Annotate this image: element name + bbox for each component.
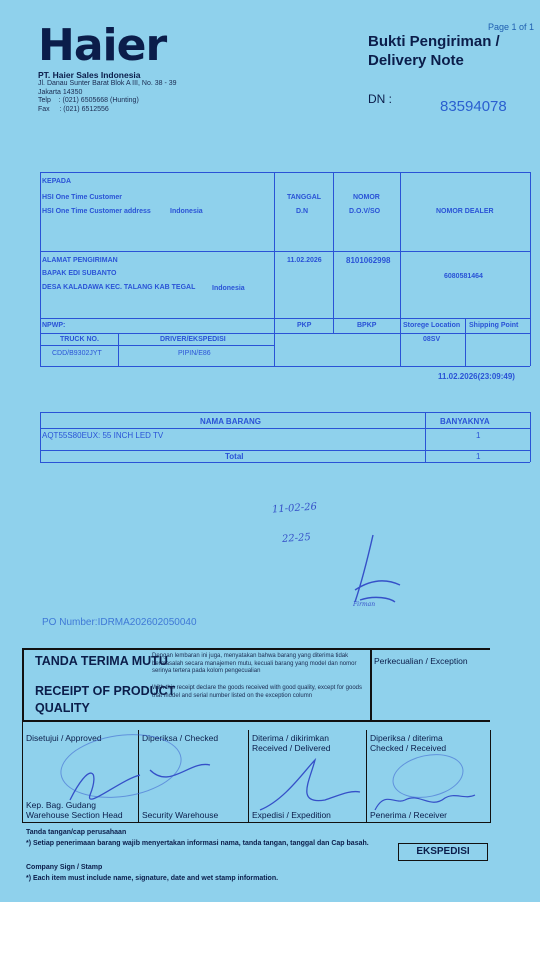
warehouse-head-label: Kep. Bag. Gudang xyxy=(26,800,96,810)
approval-signature xyxy=(60,740,220,820)
npwp-label: NPWP: xyxy=(42,322,66,329)
address-line: Fax : (021) 6512556 xyxy=(38,105,109,113)
address-line: Jl. Danau Sunter Barat Blok A III, No. 38 - 39 xyxy=(38,80,177,87)
title-line: Delivery Note xyxy=(368,52,464,69)
storage-location-label: Storege Location xyxy=(403,322,461,329)
footer-note-en: *) Each item must include name, signature, date and wet stamp information. xyxy=(26,875,279,882)
checked-received-label: Diperiksa / diterima xyxy=(370,733,443,743)
received-label: Diterima / dikirimkan xyxy=(252,733,329,743)
print-timestamp: 11.02.2026(23:09:49) xyxy=(438,372,515,381)
signature-name: Firman xyxy=(353,601,376,608)
dn-label: DN : xyxy=(368,92,392,106)
exception-label: Perkecualian / Exception xyxy=(374,656,468,666)
warehouse-head-label-en: Warehouse Section Head xyxy=(26,810,123,820)
customer-country: Indonesia xyxy=(170,208,203,215)
tanggal-label: TANGGAL xyxy=(287,194,322,201)
title-line: Bukti Pengiriman / xyxy=(368,33,500,50)
bpkp-label: BPKP xyxy=(357,322,377,329)
receipt-title-en: RECEIPT OF PRODUCT xyxy=(35,684,176,698)
item-name: AQT55S80EUX: 55 INCH LED TV xyxy=(42,431,164,440)
checked-label: Diperiksa / Checked xyxy=(142,733,219,743)
page-label: Page 1 of 1 xyxy=(487,22,534,32)
approved-label: Disetujui / Approved xyxy=(26,733,102,743)
col-nama-barang: NAMA BARANG xyxy=(200,417,262,426)
shipping-point-label: Shipping Point xyxy=(469,322,519,329)
dealer-number: 6080581464 xyxy=(444,273,483,280)
ekspedisi-copy-label: EKSPEDISI xyxy=(398,843,488,861)
company-name: PT. Haier Sales Indonesia xyxy=(38,70,141,80)
nomor-label: NOMOR xyxy=(353,194,380,201)
handwritten-date: 11-02-26 xyxy=(271,501,318,516)
checked-received-label-en: Checked / Received xyxy=(370,743,447,753)
kepada-label: KEPADA xyxy=(42,178,72,185)
truck-no-label: TRUCK NO. xyxy=(60,336,99,343)
total-label: Total xyxy=(225,452,244,461)
col-banyaknya: BANYAKNYA xyxy=(440,417,490,426)
receipt-text-id: Dengan lembaran ini juga, menyatakan bahwa barang yang diterima tidak bermasalah secara manajemen mutu, kecuali barang yang model dan nomor serinya tertera pada kolom pengecualian xyxy=(152,653,357,674)
customer-name: HSI One Time Customer xyxy=(42,194,123,201)
alamat-address: DESA KALADAWA KEC. TALANG KAB TEGAL xyxy=(42,284,196,291)
po-number: PO Number:IDRMA202602050040 xyxy=(42,617,197,628)
haier-logo: Haier xyxy=(38,20,167,71)
receiver-signature xyxy=(370,780,480,820)
alamat-label: ALAMAT PENGIRIMAN xyxy=(42,257,118,264)
do-number: 8101062998 xyxy=(346,256,391,265)
receipt-title-en-2: QUALITY xyxy=(35,701,90,715)
truck-no: CDD/B9302JYT xyxy=(52,350,102,357)
storage-location-value: 08SV xyxy=(423,336,441,343)
item-qty: 1 xyxy=(476,431,481,440)
company-stamp-label: Company Sign / Stamp xyxy=(26,864,103,871)
alamat-country: Indonesia xyxy=(212,285,245,292)
address-line: Jakarta 14350 xyxy=(38,88,83,96)
pkp-label: PKP xyxy=(297,322,312,329)
nomor-sub: D.O.V/SO xyxy=(349,208,381,215)
total-qty: 1 xyxy=(476,452,481,461)
company-sign-label: Tanda tangan/cap perusahaan xyxy=(26,829,127,836)
driver-name: PIPIN/E86 xyxy=(178,350,211,357)
address-line: Telp : (021) 6505668 (Hunting) xyxy=(38,97,139,104)
driver-signature xyxy=(345,530,405,610)
footer-note-id: *) Setiap penerimaan barang wajib menyertakan informasi nama, tanda tangan, tanggal dan Cap basah. xyxy=(26,840,369,847)
handwritten-time: 22-25 xyxy=(281,532,312,545)
nomor-dealer-label: NOMOR DEALER xyxy=(436,208,494,215)
customer-address: HSI One Time Customer address xyxy=(42,208,151,215)
expedition-label: Expedisi / Expedition xyxy=(252,810,331,820)
driver-label: DRIVER/EKSPEDISI xyxy=(160,336,226,343)
receipt-title-id: TANDA TERIMA MUTU xyxy=(35,654,168,668)
dn-date: 11.02.2026 xyxy=(287,257,322,264)
received-label-en: Received / Delivered xyxy=(252,743,331,753)
company-address xyxy=(38,80,177,114)
document-title xyxy=(368,32,500,70)
security-label: Security Warehouse xyxy=(142,810,219,820)
dn-number: 83594078 xyxy=(440,98,507,115)
alamat-name: BAPAK EDI SUBANTO xyxy=(42,270,117,277)
expedition-signature xyxy=(255,750,365,820)
tanggal-sub: D.N xyxy=(296,208,309,215)
receipt-text-en: With this receipt declare the goods received with good quality, except for goods that model and serial number listed on the exception column xyxy=(152,685,363,699)
receiver-label: Penerima / Receiver xyxy=(370,810,448,820)
